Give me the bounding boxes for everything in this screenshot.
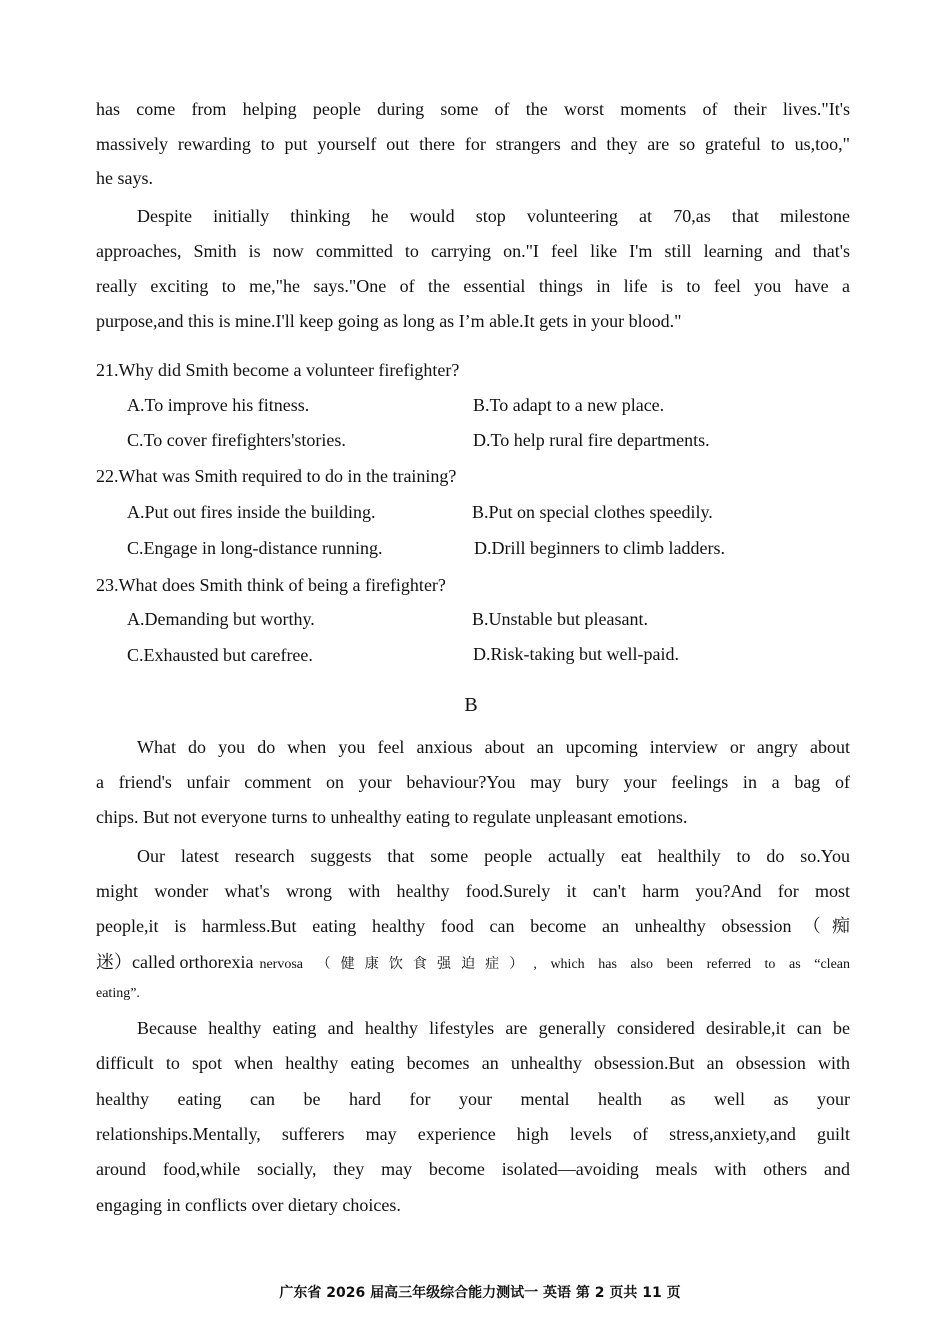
option-d[interactable]: D.Risk-taking but well-paid. — [473, 644, 679, 664]
option-c[interactable]: C.Engage in long-distance running. — [127, 538, 383, 558]
text-line: purpose,and this is mine.I'll keep going as long as I’m able.It gets in your blood." — [96, 311, 682, 331]
page-footer: 广东省 2026 届高三年级综合能力测试一 英语 第 2 页共 11 页 — [279, 1285, 681, 1301]
option-d[interactable]: D.Drill beginners to climb ladders. — [474, 538, 725, 558]
option-b[interactable]: B.Put on special clothes speedily. — [472, 502, 713, 522]
option-b[interactable]: B.To adapt to a new place. — [473, 395, 665, 415]
text-line: Because healthy eating and healthy lifestyles are generally considered desirable,it can be — [137, 1018, 850, 1038]
question-stem: 22.What was Smith required to do in the training? — [96, 466, 457, 486]
text-line: he says. — [96, 168, 153, 188]
option-c[interactable]: C.To cover firefighters'stories. — [127, 430, 346, 450]
text-line: massively rewarding to put yourself out there for strangers and they are so grateful to us,too," — [96, 134, 850, 154]
text-line: healthy eating can be hard for your mental health as well as your — [96, 1089, 850, 1109]
text-line: What do you do when you feel anxious about an upcoming interview or angry about — [137, 737, 850, 757]
option-a[interactable]: A.To improve his fitness. — [127, 395, 310, 415]
text-line: people,it is harmless.But eating healthy food can become an unhealthy obsession（痴 — [96, 916, 850, 936]
text-line: approaches, Smith is now committed to carrying on."I feel like I'm still learning and that's — [96, 241, 850, 261]
text-line: chips. But not everyone turns to unhealthy eating to regulate unpleasant emotions. — [96, 807, 688, 827]
option-b[interactable]: B.Unstable but pleasant. — [472, 609, 648, 629]
option-d[interactable]: D.To help rural fire departments. — [473, 430, 710, 450]
option-a[interactable]: A.Put out fires inside the building. — [127, 502, 376, 522]
text-line: eating”. — [96, 986, 140, 1001]
question-stem: 23.What does Smith think of being a firefighter? — [96, 575, 446, 595]
text-line-mixed — [96, 952, 850, 975]
section-heading: B — [464, 694, 478, 716]
text-line: engaging in conflicts over dietary choices. — [96, 1195, 401, 1215]
text-line: a friend's unfair comment on your behaviour?You may bury your feelings in a bag of — [96, 772, 850, 792]
option-a[interactable]: A.Demanding but worthy. — [127, 609, 315, 629]
text-line: Despite initially thinking he would stop volunteering at 70,as that milestone — [137, 206, 850, 226]
text-line: has come from helping people during some of the worst moments of their lives."It's — [96, 99, 850, 119]
option-c[interactable]: C.Exhausted but carefree. — [127, 645, 313, 665]
question-stem: 21.Why did Smith become a volunteer firefighter? — [96, 360, 460, 380]
text-line: around food,while socially, they may become isolated—avoiding meals with others and — [96, 1159, 850, 1179]
text-line: Our latest research suggests that some people actually eat healthily to do so.You — [137, 846, 850, 866]
text-line: difficult to spot when healthy eating becomes an unhealthy obsession.But an obsession with — [96, 1053, 850, 1073]
text-run: 迷）called orthorexia — [96, 952, 254, 972]
text-line: relationships.Mentally, sufferers may experience high levels of stress,anxiety,and guilt — [96, 1124, 850, 1144]
text-line: might wonder what's wrong with healthy food.Surely it can't harm you?And for most — [96, 881, 850, 901]
text-run-small: nervosa （健康饮食强迫症）, which has also been referred to as “clean — [259, 957, 850, 972]
text-line: really exciting to me,"he says."One of the essential things in life is to feel you have a — [96, 276, 850, 296]
